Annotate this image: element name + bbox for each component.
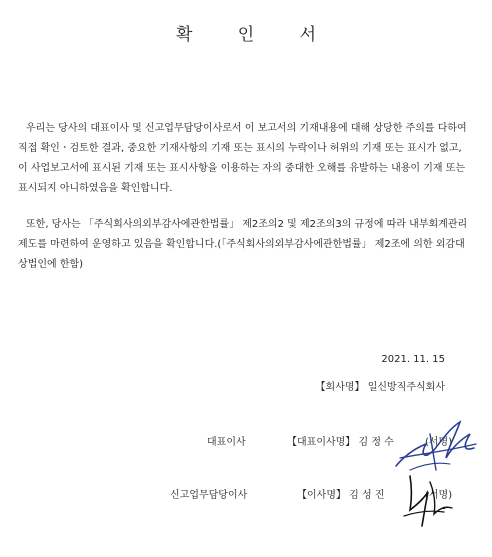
signer2-name: 【이사명】 김 성 진 (297, 490, 385, 501)
signer2-seal: (서명) (425, 490, 453, 501)
document-date: 2021. 11. 15 (381, 354, 445, 365)
internal-control-paragraph: 또한, 당사는 「주식회사의외부감사에관한법률」 제2조의2 및 제2조의3의 규정에 따라 내부회계관리제도를 마련하여 운영하고 있음을 확인합니다.(「주식회사의외부감사에관한법률」 제2조에 의한 외감대상법인에 한함) (18, 219, 468, 270)
signer2-role: 신고업무담당이사 (170, 490, 248, 501)
signature-2 (400, 468, 462, 532)
confirmation-paragraph: 우리는 당사의 대표이사 및 신고업무담당이사로서 이 보고서의 기재내용에 대해 상당한 주의를 다하여 직접 확인ㆍ검토한 결과, 중요한 기재사항의 기재 또는 표시의 누락이나 허위의 기재 또는 표시가 없고, 이 사업보고서에 표시된 기재 또는 표시사항을 이용하는 자의 중대한 오해를 유발하는 내용이 기재 또는 표시되지 아니하였음을 확인합니다. (18, 123, 467, 194)
signer1-role: 대표이사 (207, 437, 246, 448)
company-name: 【회사명】 일신방직주식회사 (315, 382, 445, 393)
signer1-seal: (서명) (425, 437, 453, 448)
signer1-name: 【대표이사명】 김 정 수 (287, 437, 394, 448)
signature-1 (390, 414, 480, 476)
document-title: 확 인 서 (175, 25, 337, 45)
